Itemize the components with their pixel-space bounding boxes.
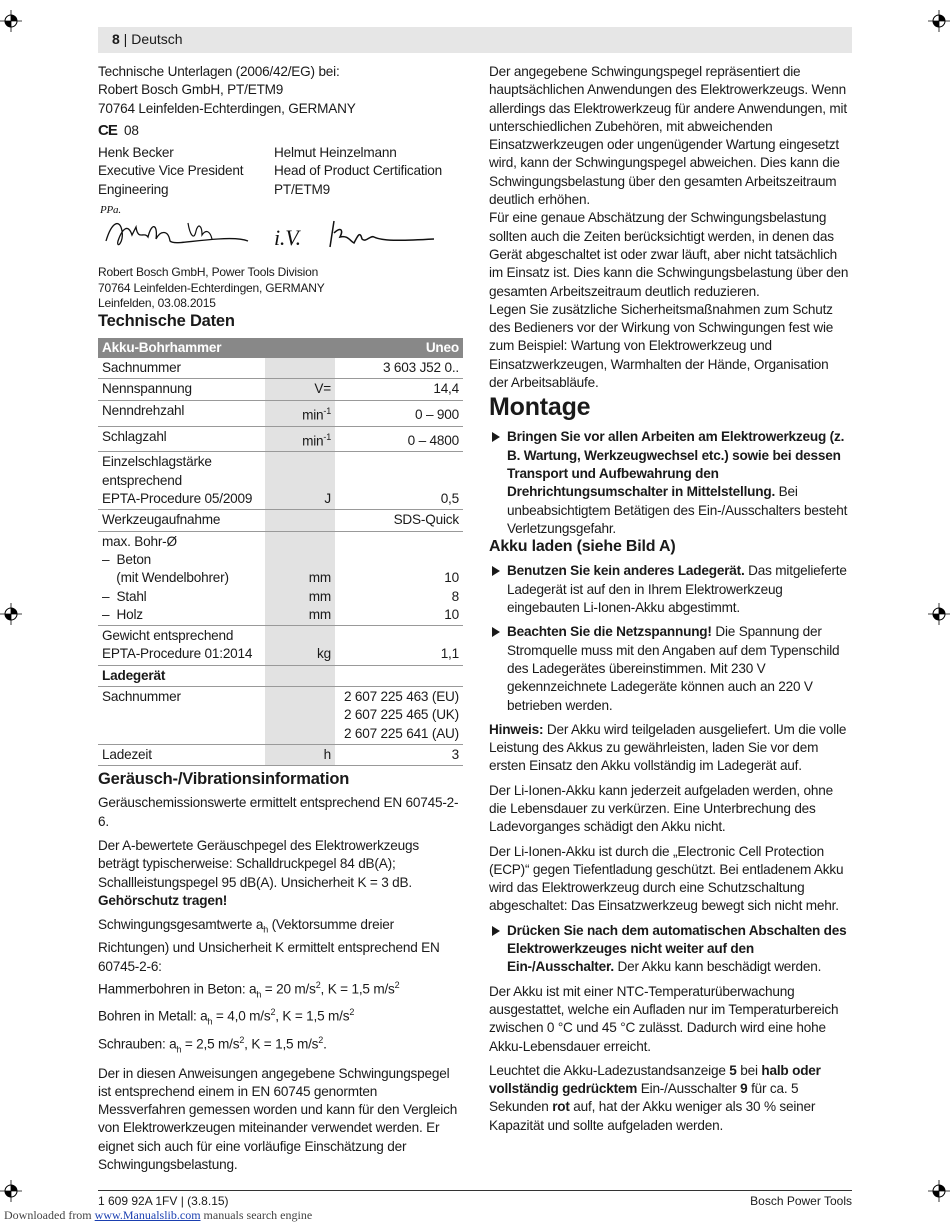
registration-mark-icon: [0, 603, 22, 625]
page-header: 8 | Deutsch: [98, 27, 852, 53]
bullet-item: Drücken Sie nach dem automatischen Abschalten des Elektrowerkzeuges nicht weiter auf den Ein-/Ausschalter. Der Akku kann beschädigt werden.: [489, 922, 850, 977]
paragraph: Der Li-Ionen-Akku kann jederzeit aufgeladen werden, ohne die Lebensdauer zu verkürzen. Eine Unterbrechung des Ladevorganges schädigt den Akku nicht.: [489, 782, 833, 835]
page-language: Deutsch: [131, 31, 183, 47]
table-row: Ladezeit h 3: [98, 744, 463, 765]
registration-mark-icon: [928, 603, 950, 625]
noise-paragraph: Geräuschemissionswerte ermittelt entsprechend EN 60745-2-6.: [98, 795, 459, 829]
registration-mark-icon: [0, 1180, 22, 1202]
vibration-line: Schrauben: $a_h = 2,5$ $m/s^2$, K = 1,5 $m/s^2$.: [98, 1034, 327, 1055]
footer-doc-id: 1 609 92A 1FV | (3.8.15): [98, 1194, 229, 1208]
right-column: [489, 63, 850, 1135]
bullet-arrow-icon: [492, 926, 500, 936]
sig-iv: i.V.: [274, 225, 301, 251]
vibration-paragraph: Für eine genaue Abschätzung der Schwingungsbelastung sollten auch die Zeiten berücksichtigt werden, in denen das Gerät abgeschaltet ist oder zwar läuft, aber nicht tatsächlich im Einsatz ist. Dies kann die Schwingungsbelastung über den gesamten Arbeitszeitraum deutlich reduzieren.: [489, 210, 849, 299]
table-row: max. Bohr-Ø – Beton (mit Wendelbohrer) – Stahl – Holz mm mm mm 10 8 10: [98, 531, 463, 625]
table-header-row: Akku-Bohrhammer Uneo: [98, 338, 463, 358]
table-row: Schlagzahl $\min^{-1}$ 0 – 4800: [98, 426, 463, 452]
vibration-paragraph: Legen Sie zusätzliche Sicherheitsmaßnahmen zum Schutz des Bedieners vor der Wirkung von Schwingungen fest wie zum Beispiel: Wartung von Elektrowerkzeug und Einsatzwerkzeugen, Warmhalten der Hände, Organisation der Arbeitsabläufe.: [489, 301, 834, 391]
vibration-paragraph: Der in diesen Anweisungen angegebene Schwingungspegel ist entsprechend einem in EN 60745 genormten Messverfahren gemessen worden und kann für den Vergleich von Elektrowerkzeugen miteinander verwendet werden. Er eignet sich auch für eine vorläufige Einschätzung der Schwingungsbelastung.: [98, 1065, 458, 1172]
signer-helmut-heinzelmann: Helmut Heinzelmann Head of Product Certification PT/ETM9: [274, 145, 442, 197]
vibration-line: Hammerbohren in Beton: $a_h = 20$ $m/s^2$, K = 1,5 $m/s^2$: [98, 979, 400, 1000]
ce-mark-icon: CE: [98, 121, 117, 139]
bullet-arrow-icon: [492, 627, 500, 637]
paragraph: Leuchtet die Akku-Ladezustandsanzeige 5 bei halb oder vollständig gedrücktem Ein-/Ausschalter 9 für ca. 5 Sekunden rot auf, hat der Akku weniger als 30 % seiner Kapazität und sollte aufgeladen werden.: [489, 1062, 821, 1133]
vibration-paragraph: Schwingungsgesamtwerte $a_h$ (Vektorsumme dreier Richtungen) und Unsicherheit K ermittelt entsprechend EN 60745-2-6:: [98, 917, 440, 974]
akku-heading: Akku laden (siehe Bild A): [489, 538, 676, 556]
download-note: Downloaded from www.Manualslib.com manuals search engine: [4, 1208, 313, 1222]
noise-paragraph: Der A-bewertete Geräuschpegel des Elektrowerkzeugs beträgt typischerweise: Schalldruckpegel 84 dB(A); Schallleistungspegel 95 dB(A). Unsicherheit K = 3 dB.: [98, 838, 419, 890]
montage-heading: Montage: [489, 393, 591, 422]
address-line: Robert Bosch GmbH, Power Tools Division: [98, 265, 319, 280]
paragraph: Der Akku ist mit einer NTC-Temperaturüberwachung ausgestattet, welche ein Aufladen nur im Temperaturbereich zwischen 0 °C und 45 °C zulässt. Dadurch wird eine hohe Akku-Lebensdauer erreicht.: [489, 983, 839, 1054]
table-row: Sachnummer 3 603 J52 0..: [98, 358, 463, 379]
bullet-arrow-icon: [492, 566, 500, 576]
signature-image: [98, 201, 463, 261]
signatures: [98, 201, 463, 261]
bullet-item: Bringen Sie vor allen Arbeiten am Elektrowerkzeug (z. B. Wartung, Werkzeugwechsel etc.) sowie bei dessen Transport und Aufbewahrung den Drehrichtungsumschalter in Mittelstellung. Bei unbeabsichtigtem Betätigen des Ein-/Ausschalters besteht Verletzungsgefahr.: [489, 428, 850, 538]
bullet-arrow-icon: [492, 432, 500, 442]
table-row: Einzelschlagstärke entsprechend EPTA-Procedure 05/2009 J 0,5: [98, 452, 463, 510]
table-subheader-row: Ladegerät: [98, 665, 463, 686]
tech-data-table: [98, 338, 463, 766]
tech-docs-line: 70764 Leinfelden-Echterdingen, GERMANY: [98, 100, 356, 116]
tech-docs-line: Technische Unterlagen (2006/42/EG) bei:: [98, 64, 340, 79]
table-row: Werkzeugaufnahme SDS-Quick: [98, 510, 463, 531]
table-row: Nenndrehzahl $\min^{-1}$ 0 – 900: [98, 400, 463, 426]
address-line: Leinfelden, 03.08.2015: [98, 296, 216, 311]
noise-heading: Geräusch-/Vibrationsinformation: [98, 770, 350, 789]
registration-mark-icon: [928, 1180, 950, 1202]
registration-mark-icon: [0, 10, 22, 32]
vibration-line: Bohren in Metall: $a_h = 4,0$ $m/s^2$, K = 1,5 $m/s^2$: [98, 1007, 355, 1027]
manualslib-link[interactable]: www.Manualslib.com: [94, 1208, 201, 1222]
footer-divider: [98, 1190, 852, 1191]
footer-brand: Bosch Power Tools: [750, 1194, 852, 1208]
hearing-protection-note: Gehörschutz tragen!: [98, 892, 228, 908]
sig-ppa: PPa.: [100, 204, 121, 217]
bullet-item: Benutzen Sie kein anderes Ladegerät. Das mitgelieferte Ladegerät ist auf den in Ihrem Elektrowerkzeug eingebauten Li-Ionen-Akku abgestimmt.: [489, 562, 850, 617]
page-number: 8: [112, 31, 120, 47]
signer-henk-becker: Henk Becker Executive Vice President Engineering: [98, 145, 244, 197]
bullet-item: Beachten Sie die Netzspannung! Die Spannung der Stromquelle muss mit den Angaben auf dem Typenschild des Ladegerätes übereinstimmen. Mit 230 V gekennzeichnete Ladegeräte können auch an 220 V betrieben werden.: [489, 623, 850, 714]
ce-year: 08: [124, 122, 139, 138]
table-row: Sachnummer 2 607 225 463 (EU) 2 607 225 465 (UK) 2 607 225 641 (AU): [98, 686, 463, 744]
paragraph: Der Li-Ionen-Akku ist durch die „Electronic Cell Protection (ECP)“ gegen Tiefentladung geschützt. Bei entladenem Akku wird das Elektrowerkzeug durch eine Schutzschaltung abgeschaltet: Das Einsatzwerkzeug bewegt sich nicht mehr.: [489, 843, 844, 914]
address-line: 70764 Leinfelden-Echterdingen, GERMANY: [98, 280, 325, 295]
registration-mark-icon: [928, 10, 950, 32]
vibration-paragraph: Der angegebene Schwingungspegel repräsentiert die hauptsächlichen Anwendungen des Elektrowerkzeugs. Wenn allerdings das Elektrowerkzeug für andere Anwendungen, mit unterschiedlichen Zubehören, mit abweichenden Einsatzwerkzeugen oder ungenügender Wartung eingesetzt wird, kann der Schwingungspegel abweichen. Dies kann die Schwingungsbelastung über den gesamten Arbeitszeitraum deutlich erhöhen.: [489, 64, 847, 208]
tech-data-heading: Technische Daten: [98, 311, 235, 330]
table-row: Gewicht entsprechend EPTA-Procedure 01:2014 kg 1,1: [98, 626, 463, 666]
tech-docs-line: Robert Bosch GmbH, PT/ETM9: [98, 82, 284, 98]
table-row: Nennspannung V= 14,4: [98, 379, 463, 400]
note-paragraph: Hinweis: Der Akku wird teilgeladen ausgeliefert. Um die volle Leistung des Akkus zu gewährleisten, laden Sie vor dem ersten Einsatz den Akku vollständig im Ladegerät auf.: [489, 721, 847, 774]
left-column: [98, 63, 463, 1174]
